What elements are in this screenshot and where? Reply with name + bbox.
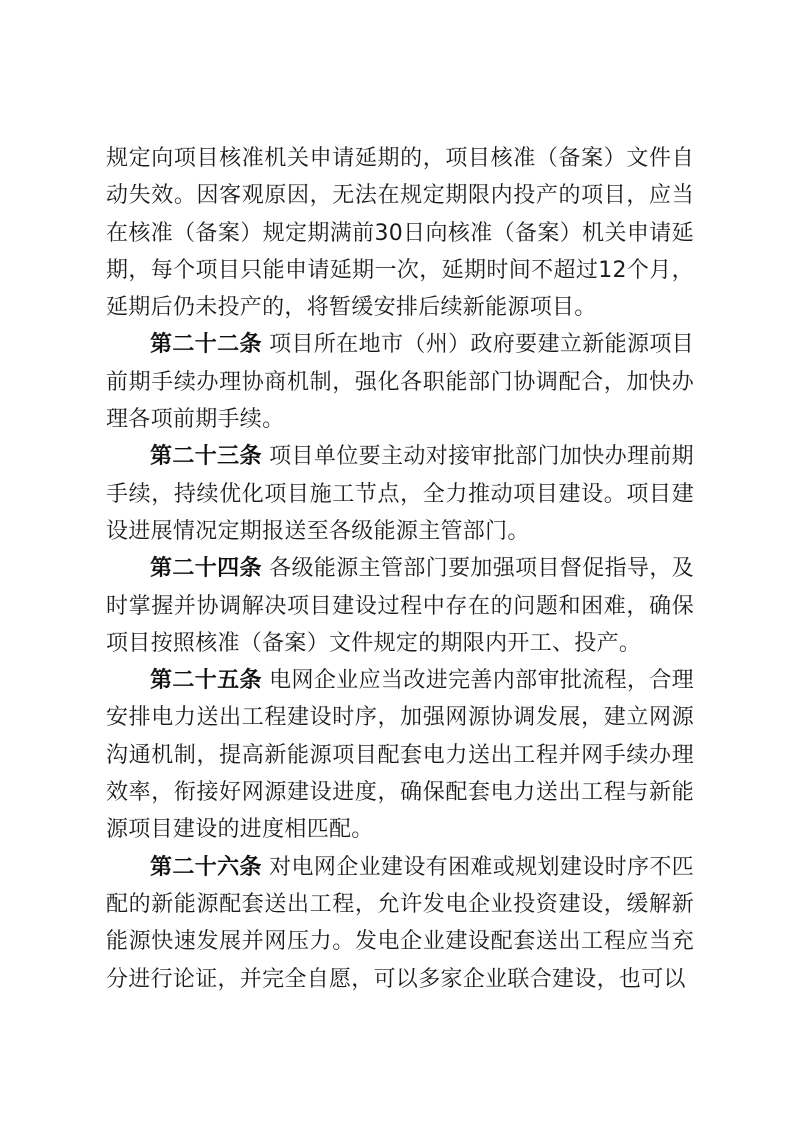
paragraph-continuation — [106, 140, 694, 326]
article-number: 第二十二条 — [150, 332, 262, 358]
article-25 — [106, 662, 694, 848]
document-body — [106, 140, 694, 998]
article-23 — [106, 438, 694, 550]
article-24 — [106, 550, 694, 662]
article-text: 项目所在地市（州）政府要建立新能源项目前期手续办理协商机制，强化各职能部门协调配合，加快办理各项前期手续。 — [106, 332, 694, 433]
article-number: 第二十五条 — [150, 668, 262, 694]
article-text: 电网企业应当改进完善内部审批流程，合理安排电力送出工程建设时序，加强网源协调发展，建立网源沟通机制，提高新能源项目配套电力送出工程并网手续办理效率，衔接好网源建设进度，确保配套电力送出工程与新能源项目建设的进度相匹配。 — [106, 668, 694, 843]
article-22 — [106, 326, 694, 438]
article-number: 第二十三条 — [150, 444, 262, 470]
paragraph-text: 规定向项目核准机关申请延期的，项目核准（备案）文件自动失效。因客观原因，无法在规定期限内投产的项目，应当在核准（备案）规定期满前30日向核准（备案）机关申请延期，每个项目只能申请延期一次，延期时间不超过12个月，延期后仍未投产的，将暂缓安排后续新能源项目。 — [106, 146, 694, 321]
article-text: 对电网企业建设有困难或规划建设时序不匹配的新能源配套送出工程，允许发电企业投资建设，缓解新能源快速发展并网压力。发电企业建设配套送出工程应当充分进行论证，并完全自愿，可以多家企业联合建设，也可以 — [106, 854, 694, 992]
article-26 — [106, 849, 694, 998]
article-text: 各级能源主管部门要加强项目督促指导，及时掌握并协调解决项目建设过程中存在的问题和困难，确保项目按照核准（备案）文件规定的期限内开工、投产。 — [106, 556, 694, 656]
article-text: 项目单位要主动对接审批部门加快办理前期手续，持续优化项目施工节点，全力推动项目建设。项目建设进展情况定期报送至各级能源主管部门。 — [106, 444, 694, 544]
article-number: 第二十四条 — [150, 556, 262, 582]
article-number: 第二十六条 — [150, 854, 262, 880]
